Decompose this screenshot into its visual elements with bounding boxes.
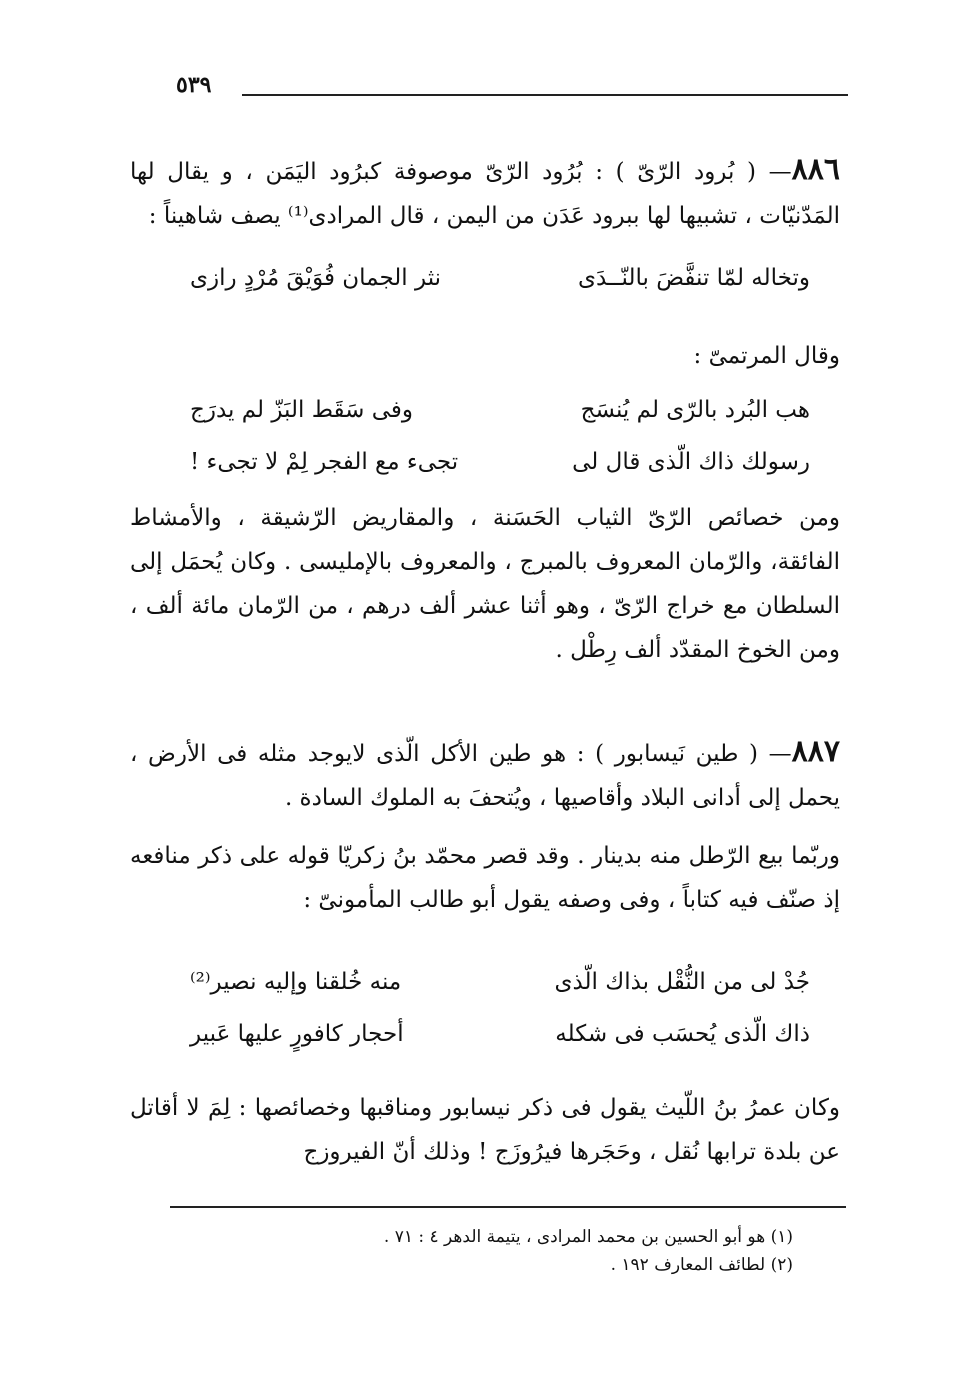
verse-hemistich-a: رسولك ذاك الّذى قال لى	[572, 449, 810, 475]
entry-886-heading	[130, 148, 840, 238]
footnote-2: (٢) لطائف المعارف ١٩٢ .	[610, 1255, 793, 1275]
verse-hemistich-b: نثر الجمان فُوَيْقَ مُرْدٍ رازى	[190, 265, 442, 291]
entry-886-intro-2	[130, 334, 840, 378]
entry-886-verse-1	[190, 258, 810, 298]
entry-887-verse-1	[190, 962, 810, 1002]
entry-886-number: ٨٨٦	[791, 152, 840, 187]
entry-887-number: ٨٨٧	[791, 734, 840, 769]
verse-hemistich-a: ذاك الّذى يُحسَب فى شكله	[555, 1021, 810, 1047]
paragraph-text: وكان عمرُ بنُ اللّيث يقول فى ذكر نيسابور ومناقبها وخصائصها : لِمَ لا أقاتل عن بلدة ترابها نُقل ، وحَجَرها فيرُوزَج ! وذلك أنّ الفيروزج	[130, 1095, 840, 1165]
entry-887-paragraph-2	[130, 1086, 840, 1174]
footnote-1: (١) هو أبو الحسين بن محمد المرادى ، يتيمة الدهر ٤ : ٧١ .	[383, 1227, 793, 1247]
intro-text: وقال المرتمىّ :	[693, 343, 840, 369]
footnote-rule	[170, 1206, 846, 1208]
entry-886-verse-3	[190, 442, 810, 482]
entry-887-paragraph-1	[130, 834, 840, 922]
entry-886-paragraph	[130, 496, 840, 672]
verse-hemistich-b: منه خُلقنا وإليه نصير⁽²⁾	[190, 969, 402, 995]
verse-hemistich-a: جُدْ لى من النُّقْل بذاك الّذى	[554, 969, 810, 995]
paragraph-text: وربّما بيع الرّطل منه بدينار . وقد قصر محمّد بنُ زكريّا قوله على ذكر منافعه إذ صنّف فيه كتاباً ، وفى وصفه يقول أبو طالب المأمونىّ :	[130, 843, 840, 913]
header-rule	[242, 94, 848, 96]
entry-887-verse-2	[190, 1014, 810, 1054]
verse-hemistich-b: وفى سَقَط البَزّ لم يدرَج	[190, 397, 414, 423]
page-number: ٥٣٩	[176, 72, 212, 98]
entry-886-verse-2	[190, 390, 810, 430]
verse-hemistich-a: هب البُرد بالرّى لم يُنسَج	[580, 397, 810, 423]
paragraph-text: ومن خصائص الرّىّ الثياب الحَسَنة ، والمقاريض الرّشيقة ، والأمشاط الفائقة، والرّمان المعروف بالمبرج ، والمعروف بالإمليسى . وكان يُحمَل إلى السلطان مع خراج الرّىّ ، وهو أثنا عشر ألف درهم ، من الرّمان مائة ألف ، ومن الخوخ المقدّد ألف رِطْل .	[130, 505, 840, 663]
verse-hemistich-b: أحجار كافورٍ عليها عَبير	[190, 1021, 404, 1047]
verse-hemistich-a: وتخاله لمّا تنفَّضَ بالنّــدَى	[577, 265, 810, 291]
verse-hemistich-b: تجىء مع الفجر لِمْ لا تجىء !	[190, 449, 459, 475]
entry-887-heading	[130, 730, 840, 820]
entry-887-text: — ( طين نَيسابور ) : هو طين الأكل الّذى لايوجد مثله فى الأرض ، يحمل إلى أدانى البلاد وأقاصيها ، ويُتحفَ به الملوك السادة .	[130, 741, 840, 811]
entry-886-text: — ( بُرود الرّىّ ) : بُرُود الرّىّ موصوفة كبرُود اليَمَن ، و يقال لها المَدّنيّات ، تشبيها لها ببرود عَدَن من اليمن ، قال المرادى⁽¹⁾ يصف شاهيناً :	[130, 159, 840, 229]
page-header	[176, 72, 848, 112]
